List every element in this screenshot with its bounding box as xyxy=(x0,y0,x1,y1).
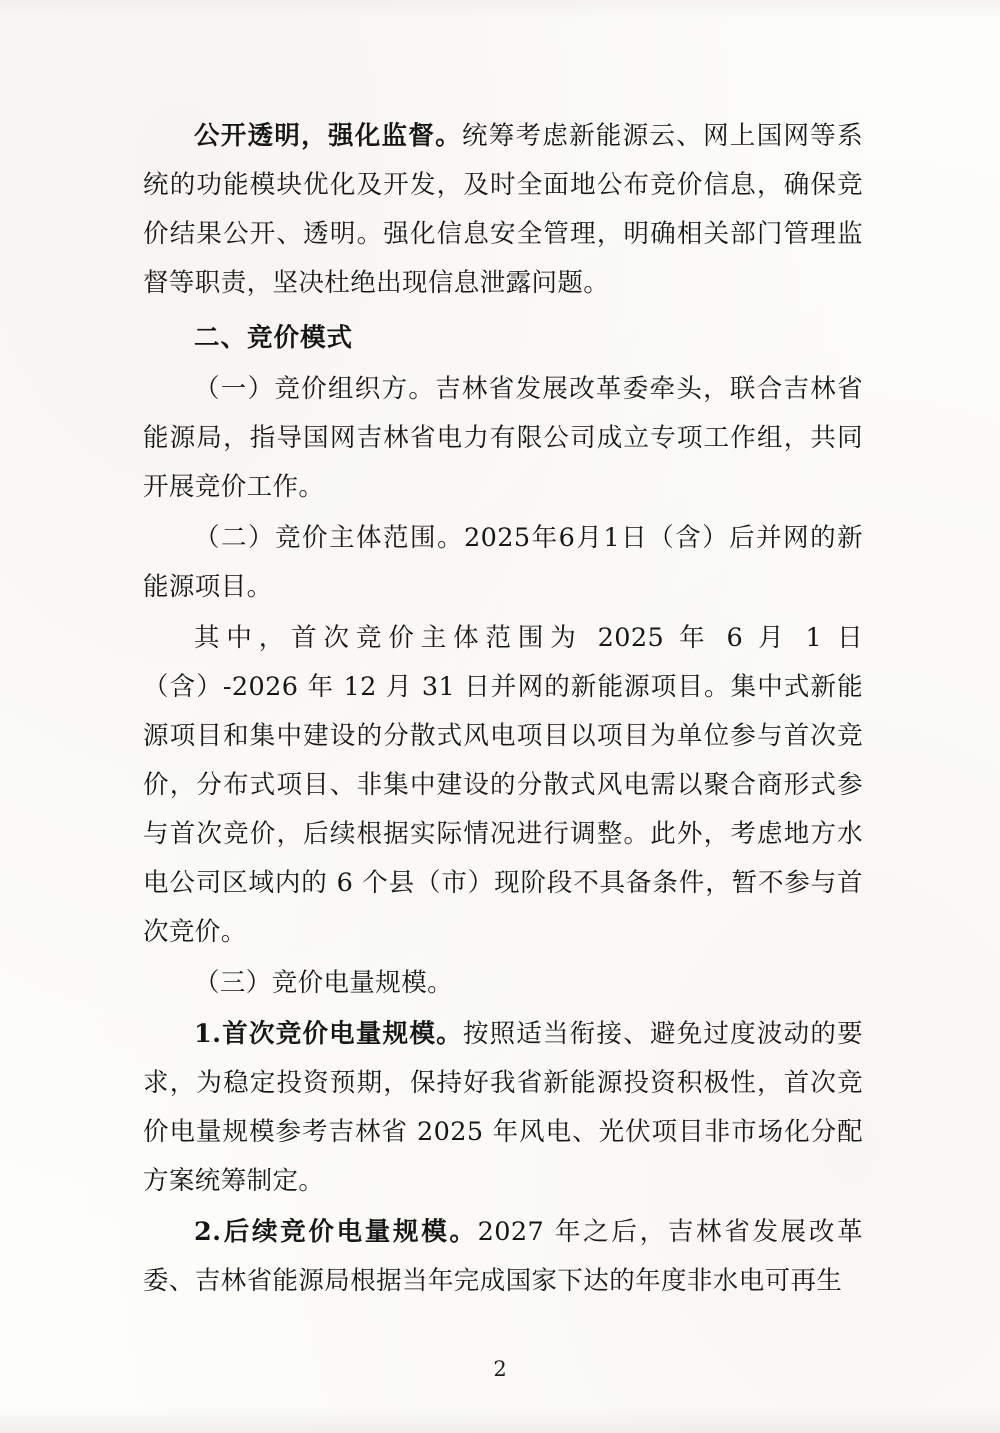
paragraph-scope-detail xyxy=(143,614,863,957)
paragraph-scope xyxy=(143,514,863,612)
paragraph-text-first-scale: 按照适当衔接、避免过度波动的要求，为稳定投资预期，保持好我省新能源投资积极性，首次竞价电量规模参考吉林省 2025 年风电、光伏项目非市场化分配方案统筹制定。 xyxy=(143,1019,863,1196)
paragraph-lead-later-scale: 2.后续竞价电量规模。 xyxy=(194,1217,478,1247)
document-body xyxy=(143,112,863,1308)
paragraph-later-scale xyxy=(143,1208,863,1306)
paragraph-organizer xyxy=(143,365,863,512)
page-bottom-shadow xyxy=(0,1407,1000,1433)
paragraph-text-scope: （二）竞价主体范围。2025年6月1日（含）后并网的新能源项目。 xyxy=(143,523,863,602)
paragraph-first-scale xyxy=(143,1010,863,1206)
paragraph-lead-first-scale: 1.首次竞价电量规模。 xyxy=(194,1019,463,1049)
page-number: 2 xyxy=(493,1357,507,1381)
paragraph-volume-scale xyxy=(143,959,863,1008)
heading-bidding-mode: 二、竞价模式 xyxy=(194,323,354,353)
paragraph-text-volume-scale: （三）竞价电量规模。 xyxy=(194,968,454,998)
paragraph-text-scope-detail: 其中，首次竞价主体范围为 2025 年 6 月 1 日（含）-2026 年 12 月 31 日并网的新能源项目。集中式新能源项目和集中建设的分散式风电项目以项目为单位参与首次竞价，分布式项目、非集中建设的分散式风电需以聚合商形式参与首次竞价，后续根据实际情况进行调整。此外，考虑地方水电公司区域内的 6 个县（市）现阶段不具备条件，暂不参与首次竞价。 xyxy=(143,623,863,947)
paragraph-text-later-scale: 2027 年之后，吉林省发展改革委、吉林省能源局根据当年完成国家下达的年度非水电可再生 xyxy=(143,1217,863,1296)
paragraph-text-organizer: （一）竞价组织方。吉林省发展改革委牵头，联合吉林省能源局，指导国网吉林省电力有限公司成立专项工作组，共同开展竞价工作。 xyxy=(143,374,863,502)
paragraph-open-transparent xyxy=(143,112,863,308)
paragraph-lead-open-transparent: 公开透明，强化监督。 xyxy=(194,121,462,151)
page-top-shadow xyxy=(0,0,1000,18)
paragraph-text-open-transparent: 统筹考虑新能源云、网上国网等系统的功能模块优化及开发，及时全面地公布竞价信息，确保竞价结果公开、透明。强化信息安全管理，明确相关部门管理监督等职责，坚决杜绝出现信息泄露问题。 xyxy=(143,121,863,298)
